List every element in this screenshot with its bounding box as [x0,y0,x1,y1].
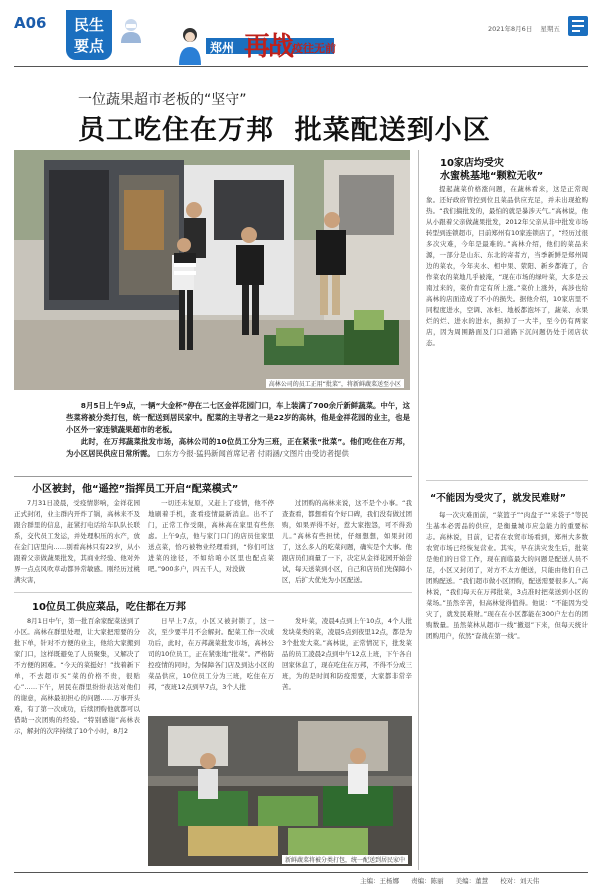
sec3-col3 [282,616,412,711]
side-title1: 10家店均受灾 [440,158,504,169]
banner-slogan-small: 疫往无前 [292,42,336,55]
banner-slogan-big: 再战 [244,32,293,62]
lead-intro-p1: 8月5日上午9点，一辆“大金杯”停在二七区金祥花园门口，车上装满了700余斤新鲜蔬菜。中午，这些菜将被分类打包，统一配送到居民家中。配菜的主导者之一是22岁的高林，他是金祥花园的业主，也是小区外一家连锁蔬果超市的老板。 [66,401,410,434]
sec4-title: “不能因为受灾了，就发民难财” [430,493,566,504]
sec2-col3-text: 过团购的高林来说，这不是个小事。“我查查看，都想看有个好口碑，我们没有做过团购，如果弄得不好，惹大家抱怨，可不得劲儿。”高林有些担忧，仔细想想，如果封闭了，这么多人的吃菜问题，确实是个大事。他跟店员们商量了一下，决定从金祥花园开始尝试，每天送菜到小区，自己和店员们先保障小区，后扩大优先为小区配送。 [282,499,412,584]
lead-intro-p2 [66,436,410,460]
lead-intro [66,400,410,460]
footer-art: 美编：董慧 [455,877,489,885]
sec2-rule [14,476,412,477]
nurse-illustration [176,25,204,65]
sec2-col2 [148,498,274,586]
sec3-col1 [14,616,140,866]
vegetable-photo [148,716,412,866]
footer-credits [360,876,539,885]
sec2-col3 [282,498,412,586]
sec3-col2 [148,616,274,711]
weekday-text: 星期五 [540,25,560,33]
side-body-text: 提起蔬菜价格涨问题，在蔬林看来，这是正常现象。还好政府管控到位且菜品供应充足，并未出现抢购热。“我们搞批发的，最怕的就是暴涉天气。”高林说，他从小跟着父亲做蔬果批发，2012年父亲从非中批发市场转型到连锁超市，目前郑州有10家连锁店了，“经历过很多次灾难，今年是最难的。”高林介绍，他们的菜品来源，一部分是山东、东北的寄者方，当季新鲜是郑州周边的菜农，今年夹水、相中果、荥阳、新乡都淹了，合作菜农的菜地几乎被淹，“现在市场的绿叶菜，大多是云南过来的，菜价肯定有所上涨。”菜价上涨外，高涉也给高林的店面造成了不小的损失。据他介绍，10家店里不同程度进水，空调、冰柜、地板都泡坏了，蔬菜、水果烂的烂、进水的进水，损掉了一大半，至今仍有两家店，因为周围路面及门口道路下沉问题仍处于闭店状态。 [426,185,588,347]
footer-rule [14,872,588,873]
footer-responsible: 责编：陈丽 [411,877,444,885]
sec2-col1 [14,498,140,586]
lead-intro-p2-text: 此时，在万邦蔬菜批发市场，高林公司的10位员工分为三班，正在紧张“批菜”。他们吃住在万邦，为小区居民供应日常所需。 [66,437,410,458]
side-body [426,184,588,472]
sec3-col1-text: 8月1日中午，第一批百余家配菜送到了小区。高林在群里处理，让大家把需要的分批下单，针对不方便的业主，他给大家搬到家门口，这样既避免了人员聚集，又解决了不方便的困难。“今天的菜挺好！”找着新下单，不去超市买”菜的价格不贵，很贴心”……下午，居民在群里纷纷表达对他们的谢意，高林最初担心的问题……万事开头难，有了第一次成功，后续团购他就都可以借助一次团购的经验。“特别感谢”高林表示，解封的次序持续了10个小时，8月2 [14,617,140,735]
right-column-divider [418,150,419,870]
sec3-rule [14,592,412,593]
issue-date [488,24,560,33]
section-badge-line2: 要点 [73,37,104,55]
section-badge-line1: 民生 [73,16,104,34]
lead-kicker: 一位蔬果超市老板的“坚守” [78,92,247,108]
banner-city: 郑州 [210,41,235,55]
sec2-col1-text: 7月31日凌晨，受疫情影响，金祥花园正式封闭，业主群内开炸了锅，高林来不及跟合群里的信息，赶紧打电话给车队队长联系，交代员工发运，并处理积压的水产，放在金门店里向……别看高林只有22岁，从小跟着父亲做蔬果批发，其商业经验、他对外界一点点风吹草动都异常敏感。刚经历过桃满灾害， [14,499,140,584]
footer-editor: 主编：王杨娜 [360,877,399,885]
sec4-rule [426,480,588,481]
lead-headline: 员工吃住在万邦 批菜配送到小区 [78,115,491,146]
side-title2: 水蜜桃基地“颗粒无收” [440,171,544,182]
sec2-col2-text: 一切还未复原，又赶上了疫情，他不停地刷着手机，查看疫情最新消息。出不了门，正常工作受限，高林高在家里有些焦虑。上午9点，他与家门口门的店员住家里送点菜，恰巧被物业经理看到，“你们可这进菜的途径，不如给咱小区里也配点菜吧。”900多户，四五千人，对没做 [148,499,274,573]
sec4-body-text: 每一次灾难面前，“菜篮子”“肉盘子”“米袋子”等民生基本必需品的供应，是衡量城市应急能力的重要标志。高林说，目前，记者在农贸市场看到，郑州大多数农贸市场已经恢复营业。其实，早在洪灾发生后，批菜是他们的日常工作，现在面临最大的问题是配送人员不足，小区又封闭了，对方不太方便送，只能由他们自己团购配送。“我们超市做小区团购，配送需要很多人。”高林说，“我们每天在万邦批菜，3点准时把菜送到小区的菜场。”虽然辛苦，但高林觉得值得。他说：“不能因为受灾了，就发民难财。”现在在小区都能在300户左右的团购数量。虽然菜林从超市一线“撤退”下来，但每天统计团购用户，依然“奋战在第一线”。 [426,511,588,640]
footer-proof: 校对：刘天伟 [500,877,540,885]
lead-photo [14,150,410,390]
vegetable-photo-caption: 新鲜蔬菜将被分类打包，统一配送到居民家中 [282,855,408,864]
lead-photo-caption: 高林公司的员工正用“批菜”，将新鲜蔬菜送至小区 [266,379,404,388]
sec3-col3-text: 发叶菜，凌晨4点到上午10点，4个人批发块菜类的菜，凌晨5点到夜里12点，都是为3个批发大菜。”高林说，正常情况下，批发菜品的员工凌晨2点到中午12点上班，下午各自回家休息了，现在吃住在万邦，不得不分成三班，为的是时间和防疫需要，大家都非常辛苦。 [282,617,412,691]
section-badge [66,10,112,60]
doctor-illustration [117,16,145,44]
sec3-title: 10位员工供应菜品，吃住都在万邦 [32,602,186,613]
masthead-logo [568,16,588,36]
page-number: A06 [14,14,47,32]
sec3-col2-text: 日早上7点，小区又被封锁了，这一次，至少要半月不会解封。配菜工作一次成功后，此时，在万邦蔬菜批发市场，高林公司的10位员工，正在紧张地“批菜”。严格防控疫情的同时，为保障各门店及到达小区的菜品供应，10位员工分为三班，吃住在万邦，“夜班12点到早7点，3个人批 [148,617,274,691]
lead-byline: □东方今报·猛犸新闻首席记者 付雨涵/文图片由受访者提供 [157,449,349,458]
sec4-body [426,510,588,866]
header-rule [14,66,588,67]
sec2-title: 小区被封，他“遥控”指挥员工开启“配菜模式” [32,484,239,495]
date-text: 2021年8月6日 [488,25,533,33]
